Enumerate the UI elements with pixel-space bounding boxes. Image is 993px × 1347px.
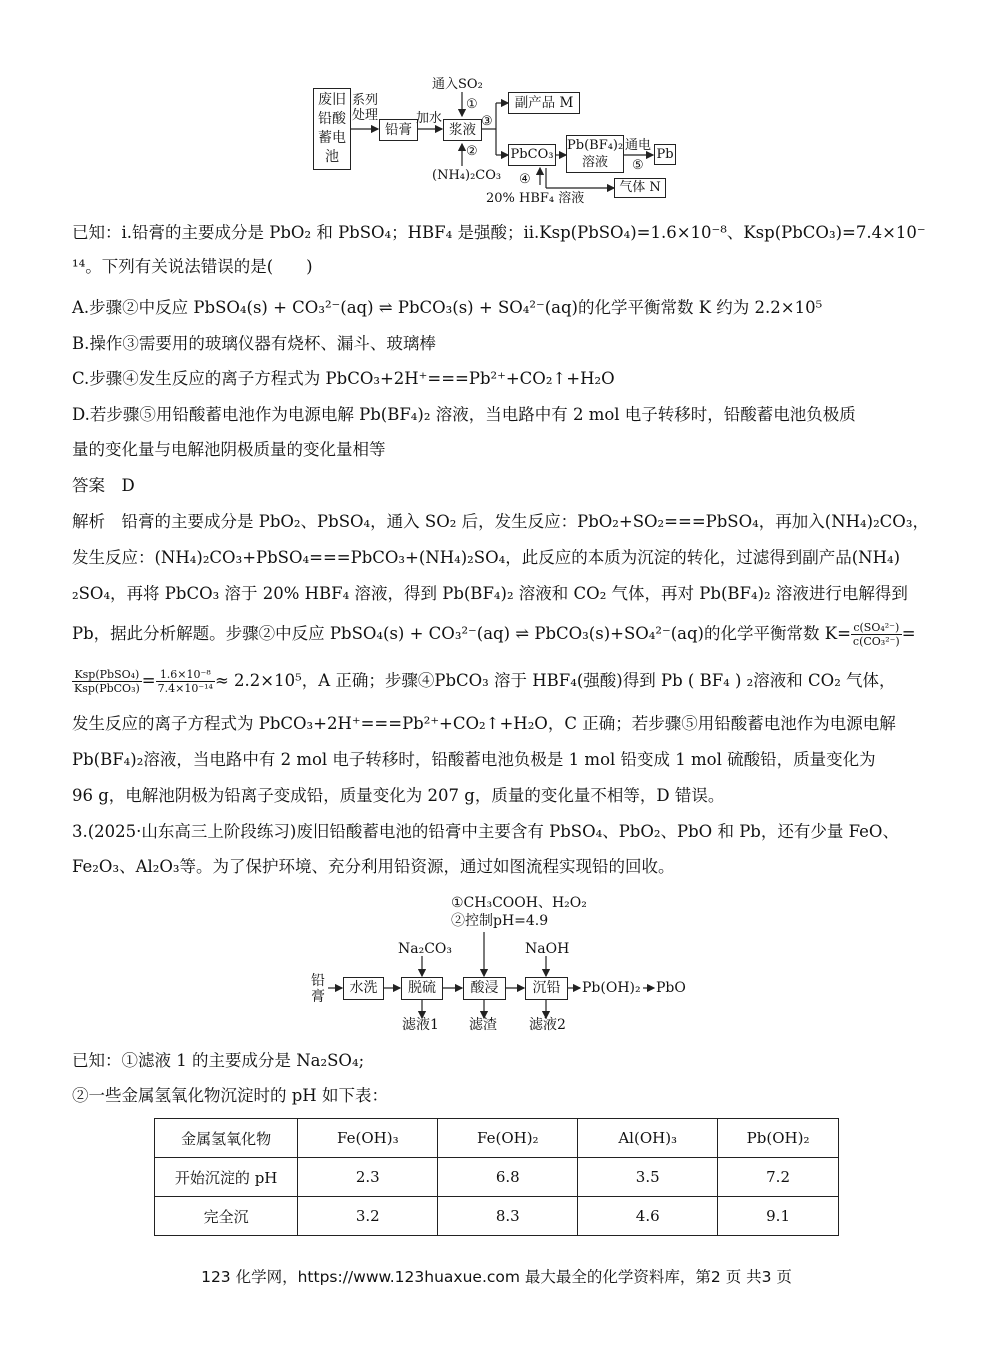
lead-paste-label-2: 膏 (311, 989, 325, 1005)
q2-answer: 答案 D (72, 476, 135, 495)
pbo-label: PbO (656, 980, 686, 996)
step-1-marker: ① (466, 97, 478, 112)
na2co3-label: Na₂CO₃ (398, 941, 453, 957)
step-label-1: 系列 (352, 93, 379, 108)
q2-option-c: C.步骤④发生反应的离子方程式为 PbCO₃+2H⁺===Pb²⁺+CO₂↑+H₂O (72, 369, 615, 388)
q2-option-d-line2: 量的变化量与电解池阴极质量的变化量相等 (72, 440, 386, 459)
desulfurization-box: 脱硫 (401, 977, 443, 1000)
table-cell: 8.3 (438, 1197, 578, 1236)
q2-option-b: B.操作③需要用的玻璃仪器有烧杯、漏斗、玻璃棒 (72, 334, 436, 353)
q2-known-line2: ¹⁴。下列有关说法错误的是( ) (72, 257, 313, 276)
table-cell: 3.2 (298, 1197, 438, 1236)
table-header-cell: 金属氢氧化物 (155, 1119, 298, 1158)
table-header-cell: Fe(OH)₃ (298, 1119, 438, 1158)
page-footer: 123 化学网，https://www.123huaxue.com 最大最全的化学资料库，第2 页 共3 页 (201, 1268, 792, 1286)
pbbf4-box: Pb(BF₄)₂ 溶液 (566, 135, 624, 173)
table-cell: 3.5 (578, 1158, 718, 1197)
hydroxide-ph-table (154, 1118, 839, 1236)
lead-paste-box: 铅膏 (379, 119, 418, 141)
q2-option-d-line1: D.若步骤⑤用铅酸蓄电池作为电源电解 Pb(BF₄)₂ 溶液，当电路中有 2 mol 电子转移时，铅酸蓄电池负极质 (72, 405, 856, 424)
so2-label: 通入SO₂ (432, 77, 483, 92)
step-2-marker: ② (466, 144, 478, 159)
q2-analysis-line7: Pb(BF₄)₂溶液，当电路中有 2 mol 电子转移时，铅酸蓄电池负极是 1 mol 铅变成 1 mol 硫酸铅，质量变化为 (72, 750, 876, 769)
q2-analysis-line2: 发生反应：(NH₄)₂CO₃+PbSO₄===PbCO₃+(NH₄)₂SO₄，此反应的本质为沉淀的转化，过滤得到副产品(NH₄) (72, 548, 901, 567)
table-header-cell: Fe(OH)₂ (438, 1119, 578, 1158)
table-row (155, 1197, 839, 1236)
k-fraction: $\frac{\text{c(SO₄²⁻)}}{\text{c(CO₃²⁻)}}$ (852, 621, 900, 648)
acid-leach-box: 酸浸 (463, 977, 506, 1000)
q3-line2: Fe₂O₃、Al₂O₃等。为了保护环境、充分利用铅资源，通过如图流程实现铅的回收。 (72, 857, 675, 876)
table-row (155, 1158, 839, 1197)
q2-analysis-line4: Pb，据此分析解题。步骤②中反应 PbSO₄(s) + CO₃²⁻(aq) ⇌ PbCO₃(s)+SO₄²⁻(aq)的化学平衡常数 K= $\frac{\text{c(SO₄²⁻)}}{\text{c(CO₃²⁻)}}$ = (72, 621, 916, 648)
lead-precipitation-box: 沉铅 (525, 977, 568, 1000)
table-cell: 完全沉 (155, 1197, 298, 1236)
q3-known-2: ②一些金属氢氧化物沉淀时的 pH 如下表： (72, 1086, 388, 1105)
residue-label: 滤渣 (469, 1017, 497, 1033)
water-wash-box: 水洗 (343, 977, 384, 1000)
pboh2-label: Pb(OH)₂ (582, 980, 641, 996)
step-label-2: 处理 (352, 108, 379, 123)
ksp-fraction: $\frac{\text{Ksp(PbSO₄)}}{\text{Ksp(PbCO₃)}}$ (74, 668, 140, 695)
q3-line1: 3.(2025·山东高三上阶段练习)废旧铅酸蓄电池的铅膏中主要含有 PbSO₄、PbO₂、PbO 和 Pb，还有少量 FeO、 (72, 822, 899, 841)
pbco3-box: PbCO₃ (508, 144, 556, 166)
step-3-marker: ③ (481, 114, 493, 129)
table-header-row (155, 1119, 839, 1158)
table-cell: 4.6 (578, 1197, 718, 1236)
q2-option-a: A.步骤②中反应 PbSO₄(s) + CO₃²⁻(aq) ⇌ PbCO₃(s) + SO₄²⁻(aq)的化学平衡常数 K 约为 2.2×10⁵ (72, 298, 823, 317)
step-5-marker: ⑤ (632, 158, 644, 173)
add-water-label: 加水 (416, 111, 443, 126)
table-cell: 9.1 (718, 1197, 839, 1236)
filtrate-1-label: 滤液1 (402, 1017, 439, 1033)
reagent-2-label: ②控制pH=4.9 (451, 913, 549, 929)
q2-analysis-line1: 解析 铅膏的主要成分是 PbO₂、PbSO₄，通入 SO₂ 后，发生反应：PbO₂+SO₂===PbSO₄，再加入(NH₄)₂CO₃， (72, 512, 929, 531)
lead-paste-label-1: 铅 (311, 973, 325, 989)
slurry-box: 浆液 (443, 119, 482, 141)
filtrate-2-label: 滤液2 (529, 1017, 566, 1033)
step-4-marker: ④ (519, 172, 531, 187)
electrolysis-label: 通电 (625, 138, 652, 153)
byproduct-box: 副产品 M (508, 92, 580, 114)
ksp-value-fraction: $\frac{\text{1.6×10⁻⁸}}{\text{7.4×10⁻¹⁴}}$ (157, 668, 213, 695)
table-cell: 开始沉淀的 pH (155, 1158, 298, 1197)
reagent-1-label: ①CH₃COOH、H₂O₂ (451, 895, 587, 911)
pb-box: Pb (654, 144, 676, 165)
hbf4-label: 20% HBF₄ 溶液 (486, 191, 585, 206)
q2-known-line1: 已知：ⅰ.铅膏的主要成分是 PbO₂ 和 PbSO₄；HBF₄ 是强酸；ⅱ.Ksp(PbSO₄)=1.6×10⁻⁸、Ksp(PbCO₃)=7.4×10⁻ (72, 223, 926, 242)
table-cell: 6.8 (438, 1158, 578, 1197)
table-cell: 7.2 (718, 1158, 839, 1197)
gas-n-box: 气体 N (614, 178, 666, 198)
waste-battery-box: 废旧铅酸蓄电池 (313, 88, 351, 170)
nh4co3-label: (NH₄)₂CO₃ (432, 168, 502, 183)
table-header-cell: Pb(OH)₂ (718, 1119, 839, 1158)
table-cell: 2.3 (298, 1158, 438, 1197)
q2-analysis-line8: 96 g，电解池阴极为铅离子变成铅，质量变化为 207 g，质量的变化量不相等，D 错误。 (72, 786, 725, 805)
q2-analysis-line3: ₂SO₄，再将 PbCO₃ 溶于 20% HBF₄ 溶液，得到 Pb(BF₄)₂ 溶液和 CO₂ 气体，再对 Pb(BF₄)₂ 溶液进行电解得到 (72, 584, 908, 603)
q2-analysis-line5: $\frac{\text{Ksp(PbSO₄)}}{\text{Ksp(PbCO₃)}}$ = $\frac{\text{1.6×10⁻⁸}}{\text{7.4×10⁻¹⁴}}$ ≈ 2.2×10⁵，A 正确；步骤④PbCO₃ 溶于 HBF₄(强酸)得到 Pb ( BF₄ ) ₂溶液和 CO₂ 气体， (74, 668, 896, 695)
naoh-label: NaOH (525, 941, 570, 957)
table-header-cell: Al(OH)₃ (578, 1119, 718, 1158)
q2-analysis-line6: 发生反应的离子方程式为 PbCO₃+2H⁺===Pb²⁺+CO₂↑+H₂O，C 正确；若步骤⑤用铅酸蓄电池作为电源电解 (72, 714, 896, 733)
q3-known-1: 已知：①滤液 1 的主要成分是 Na₂SO₄; (72, 1051, 365, 1070)
